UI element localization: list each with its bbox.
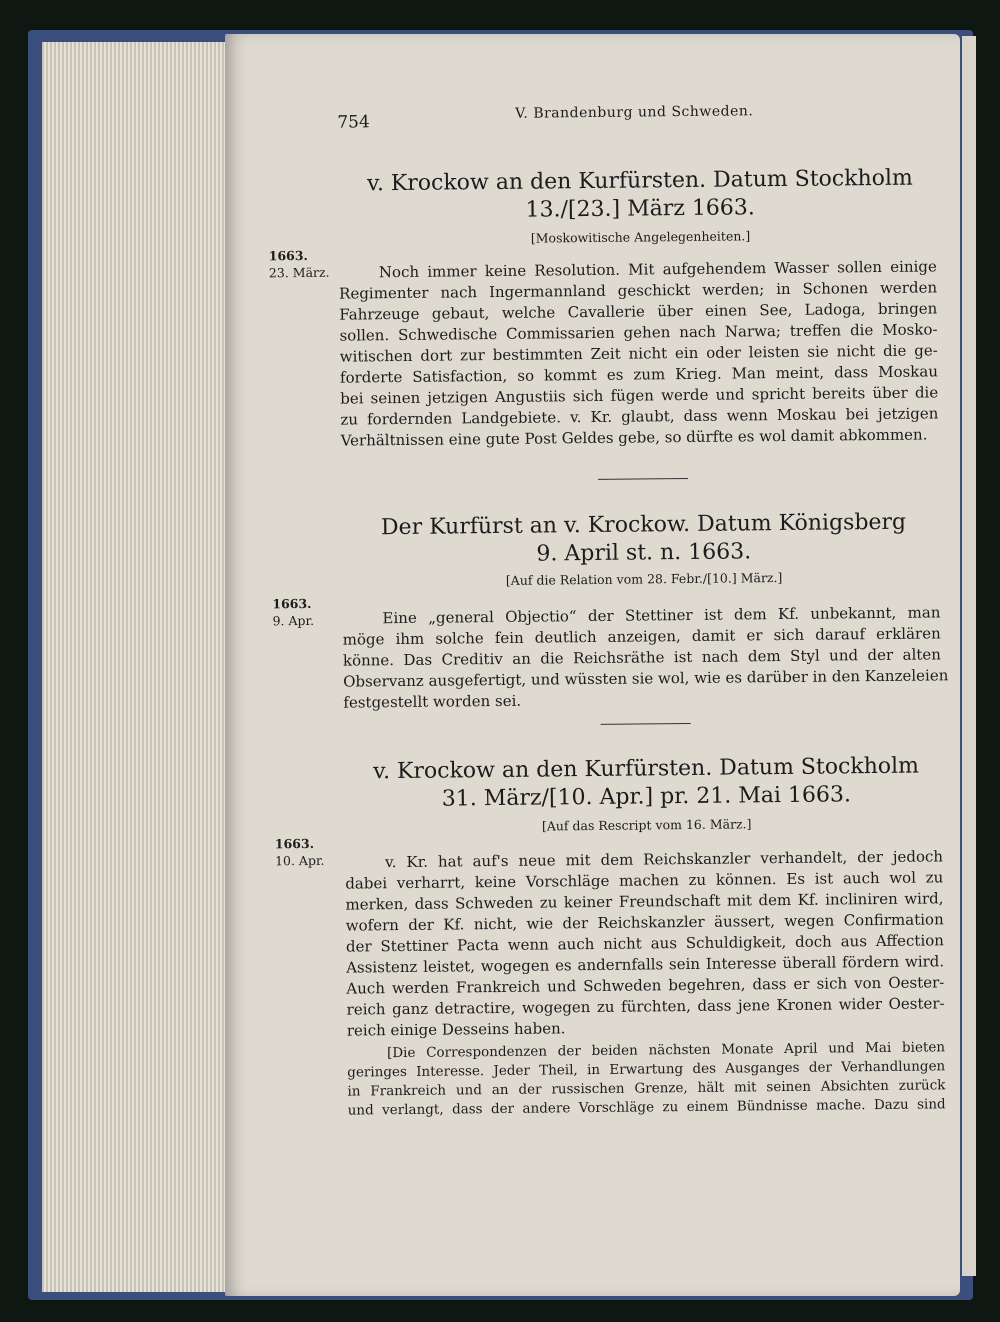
margin-date xyxy=(272,595,352,630)
body-line: reich einige Desseins haben. xyxy=(346,1019,566,1040)
editorial-summary xyxy=(347,1038,946,1120)
body-line: der Stettiner Pacta wenn auch nicht aus Schuldigkeit, doch aus Affection xyxy=(345,931,944,956)
section-heading xyxy=(340,164,941,226)
margin-day: 10. Apr. xyxy=(274,852,325,869)
heading-line: 13./[23.] März 1663. xyxy=(525,195,755,223)
margin-day: 23. März. xyxy=(268,264,330,281)
body-line: Auch werden Frankreich und Schweden begehren, dass er sich von Oester- xyxy=(346,973,945,998)
body-line: merken, dass Schweden zu keiner Freundschaft mit dem Kf. incliniren wird, xyxy=(345,889,944,914)
body-line: Regimenter nach Ingermannland geschickt werden; in Schonen werden xyxy=(339,278,938,303)
body-line: Eine „general Objectio“ der Stettiner ist dem Kf. unbekannt, man xyxy=(382,603,941,628)
margin-date xyxy=(275,834,355,869)
body-line: witischen dort zur bestimmten Zeit nicht ein oder leisten sie nicht die ge- xyxy=(339,341,938,366)
page-text xyxy=(218,30,966,1300)
body-line: Fahrzeuge gebaut, welche Cavallerie über einen See, Ladoga, bringen xyxy=(339,299,938,324)
body-line: reich ganz detractire, wogegen zu fürchten, dass jene Kronen wider Oester- xyxy=(346,994,945,1019)
body-line: Assistenz leistet, wogegen es andernfalls sein Interesse überall fördern wird. xyxy=(346,952,945,977)
body-line: Noch immer keine Resolution. Mit aufgehendem Wasser sollen einige xyxy=(378,257,937,282)
section-body xyxy=(342,602,949,713)
body-line: Observanz ausgefertigt, und wüssten sie wol, wie es darüber in den Kanzeleien xyxy=(343,666,949,691)
page-number: 754 xyxy=(337,112,370,133)
body-line: Verhältnissen eine gute Post Geldes gebe, so dürfte es wol damit abkommen. xyxy=(340,425,928,450)
margin-year: 1663. xyxy=(268,247,308,264)
heading-line: 9. April st. n. 1663. xyxy=(536,539,752,567)
section-divider xyxy=(601,723,691,725)
summary-line: in Frankreich und an der russischen Grenze, hält mit seinen Absichten zurück xyxy=(347,1077,946,1100)
body-line: möge ihm solche fein deutlich anzeigen, damit er sich darauf erklären xyxy=(342,624,941,649)
margin-year: 1663. xyxy=(272,595,312,612)
body-line: sollen. Schwedische Commissarien gehen nach Narwa; treffen die Mosko- xyxy=(339,320,938,345)
section-heading xyxy=(346,752,947,814)
body-line: festgestellt worden sei. xyxy=(343,691,522,712)
body-line: forderte Satisfaction, so kommt es zum Krieg. Man meint, dass Moskau xyxy=(339,362,939,387)
section-body xyxy=(345,846,945,1041)
heading-line: v. Krockow an den Kurfürsten. Datum Stockholm xyxy=(373,753,920,785)
margin-date xyxy=(269,247,349,282)
book-page xyxy=(225,34,960,1296)
body-line: dabei verharrt, keine Vorschläge machen zu können. Es ist auch wol zu xyxy=(345,868,944,893)
editorial-note: [Moskowitische Angelegenheiten.] xyxy=(530,228,751,246)
heading-line: v. Krockow an den Kurfürsten. Datum Stockholm xyxy=(366,165,913,197)
summary-line: geringes Interesse. Jeder Theil, in Erwartung des Ausganges der Verhandlungen xyxy=(347,1058,946,1081)
page-edges xyxy=(42,42,228,1292)
running-head: V. Brandenburg und Schweden. xyxy=(515,103,754,122)
margin-day: 9. Apr. xyxy=(272,612,315,629)
editorial-note: [Auf das Rescript vom 16. März.] xyxy=(541,816,752,834)
editorial-note: [Auf die Relation vom 28. Febr./[10.] März.] xyxy=(505,570,783,588)
body-line: v. Kr. hat auf's neue mit dem Reichskanzler verhandelt, der jedoch xyxy=(384,847,944,872)
margin-year: 1663. xyxy=(274,835,315,852)
body-line: könne. Das Creditiv an die Reichsräthe ist nach dem Styl und der alten xyxy=(342,645,942,670)
heading-line: 31. März/[10. Apr.] pr. 21. Mai 1663. xyxy=(441,782,852,812)
body-line: bei seinen jetzigen Angustiis sich fügen werde und spricht bereits über die xyxy=(340,383,939,408)
section-body xyxy=(339,256,939,451)
body-line: zu fordernden Landgebiete. v. Kr. glaubt, dass wenn Moskau bei jetzigen xyxy=(340,404,939,429)
heading-line: Der Kurfürst an v. Krockow. Datum Königsberg xyxy=(380,509,907,541)
summary-line: und verlangt, dass der andere Vorschläge zu einem Bündnisse mache. Dazu sind xyxy=(347,1096,946,1119)
summary-line: [Die Correspondenzen der beiden nächsten Monate April und Mai bieten xyxy=(386,1039,946,1062)
section-heading xyxy=(343,508,944,570)
section-divider xyxy=(598,478,688,480)
body-line: wofern der Kf. nicht, wie der Reichskanzler äussert, wegen Confirmation xyxy=(345,910,944,935)
